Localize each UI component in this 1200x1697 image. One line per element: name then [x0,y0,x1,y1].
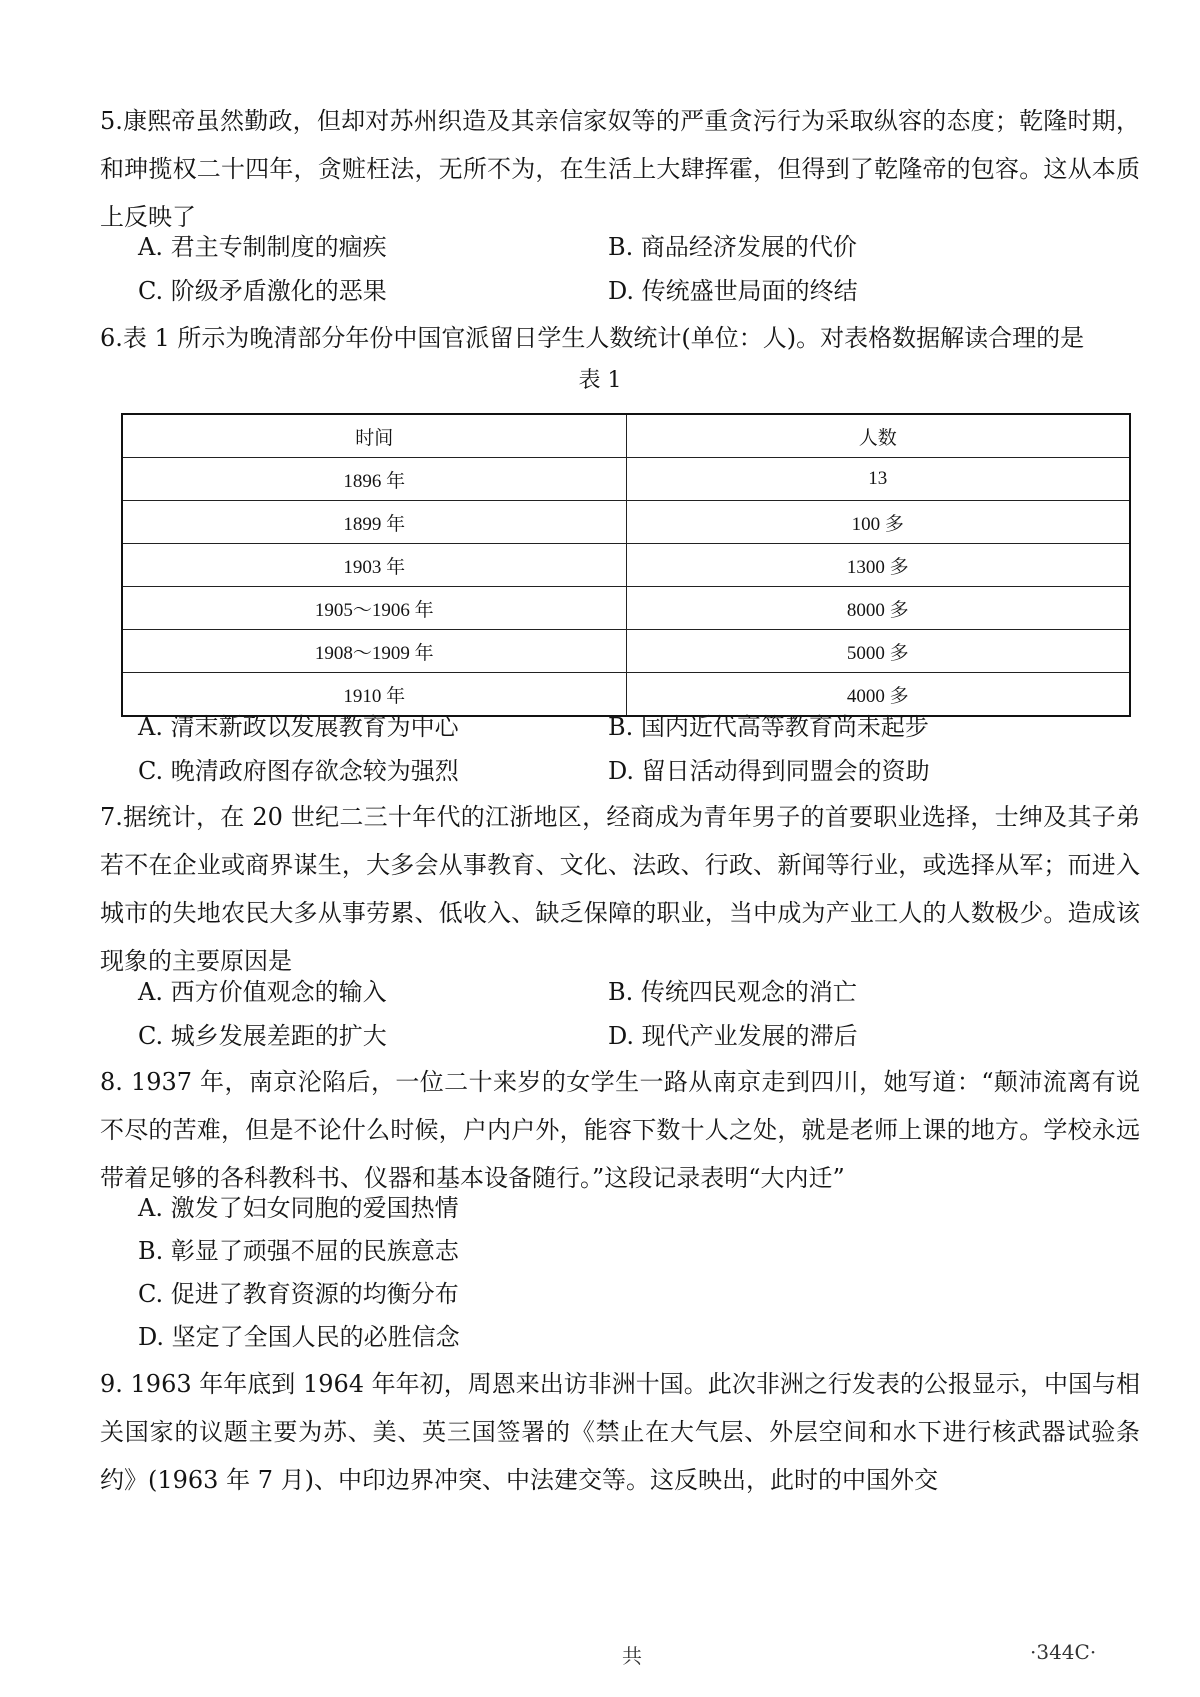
q6-option-d: D. 留日活动得到同盟会的资助 [608,757,930,785]
question-9 [100,1360,1140,1504]
table-row [122,630,1130,673]
question-9-stem: 9. 1963 年年底到 1964 年年初，周恩来出访非洲十国。此次非洲之行发表的公报显示，中国与相关国家的议题主要为苏、美、英三国签署的《禁止在大气层、外层空间和水下进行核武器试验条约》(1963 年 7 月)、中印边界冲突、中法建交等。这反映出，此时的中国外交 [100,1370,1140,1494]
table-row [122,501,1130,544]
table-header-count: 人数 [626,414,1130,458]
question-5 [100,97,1140,241]
q5-option-b: B. 商品经济发展的代价 [608,233,857,261]
q6-option-c: C. 晚清政府图存欲念较为强烈 [138,757,459,785]
q5-option-d: D. 传统盛世局面的终结 [608,277,858,305]
question-5-stem: 5.康熙帝虽然勤政，但却对苏州织造及其亲信家奴等的严重贪污行为采取纵容的态度；乾隆时期，和珅揽权二十四年，贪赃枉法，无所不为，在生活上大肆挥霍，但得到了乾隆帝的包容。这从本质上反映了 [100,107,1140,231]
q8-option-b: B. 彰显了顽强不屈的民族意志 [138,1237,459,1265]
table-cell-count: 1300 多 [626,544,1130,587]
q5-option-a: A. 君主专制制度的痼疾 [138,233,387,261]
table-header-row [122,414,1130,458]
q7-option-d: D. 现代产业发展的滞后 [608,1022,858,1050]
footer-exam-code: ·344C· [1030,1640,1097,1664]
q7-option-c: C. 城乡发展差距的扩大 [138,1022,387,1050]
question-8-stem: 8. 1937 年，南京沦陷后，一位二十来岁的女学生一路从南京走到四川，她写道：“颠沛流离有说不尽的苦难，但是不论什么时候，户内户外，能容下数十人之处，就是老师上课的地方。学校永远带着足够的各科教科书、仪器和基本设备随行。”这段记录表明“大内迁” [100,1068,1140,1192]
table-cell-year: 1903 年 [122,544,626,587]
q7-option-a: A. 西方价值观念的输入 [138,978,387,1006]
table-cell-count: 100 多 [626,501,1130,544]
table-row [122,458,1130,501]
table-cell-year: 1896 年 [122,458,626,501]
table-row [122,544,1130,587]
q5-option-c: C. 阶级矛盾激化的恶果 [138,277,387,305]
question-7 [100,793,1140,985]
table-caption: 表 1 [578,368,622,393]
q8-option-a: A. 激发了妇女同胞的爱国热情 [138,1194,459,1222]
table-cell-year: 1908～1909 年 [122,630,626,673]
question-7-stem: 7.据统计，在 20 世纪二三十年代的江浙地区，经商成为青年男子的首要职业选择，士绅及其子弟若不在企业或商界谋生，大多会从事教育、文化、法政、行政、新闻等行业，或选择从军；而进入城市的失地农民大多从事劳累、低收入、缺乏保障的职业，当中成为产业工人的人数极少。造成该现象的主要原因是 [100,803,1140,975]
q8-option-d: D. 坚定了全国人民的必胜信念 [138,1323,460,1351]
table-header-time: 时间 [122,414,626,458]
table-row [122,587,1130,630]
q6-option-a: A. 清末新政以发展教育为中心 [138,713,459,741]
table-cell-count: 13 [626,458,1130,501]
student-count-table [121,413,1131,717]
q8-option-c: C. 促进了教育资源的均衡分布 [138,1280,459,1308]
question-8 [100,1058,1140,1202]
table-cell-count: 5000 多 [626,630,1130,673]
table-cell-count: 4000 多 [626,673,1130,717]
q6-option-b: B. 国内近代高等教育尚未起步 [608,713,929,741]
question-6-stem: 6.表 1 所示为晚清部分年份中国官派留日学生人数统计(单位：人)。对表格数据解读合理的是 [100,324,1085,352]
question-6 [100,314,1140,362]
table-cell-year: 1910 年 [122,673,626,717]
table-cell-count: 8000 多 [626,587,1130,630]
footer-page-total: 共 [622,1644,642,1668]
table-cell-year: 1905～1906 年 [122,587,626,630]
q7-option-b: B. 传统四民观念的消亡 [608,978,857,1006]
table-cell-year: 1899 年 [122,501,626,544]
